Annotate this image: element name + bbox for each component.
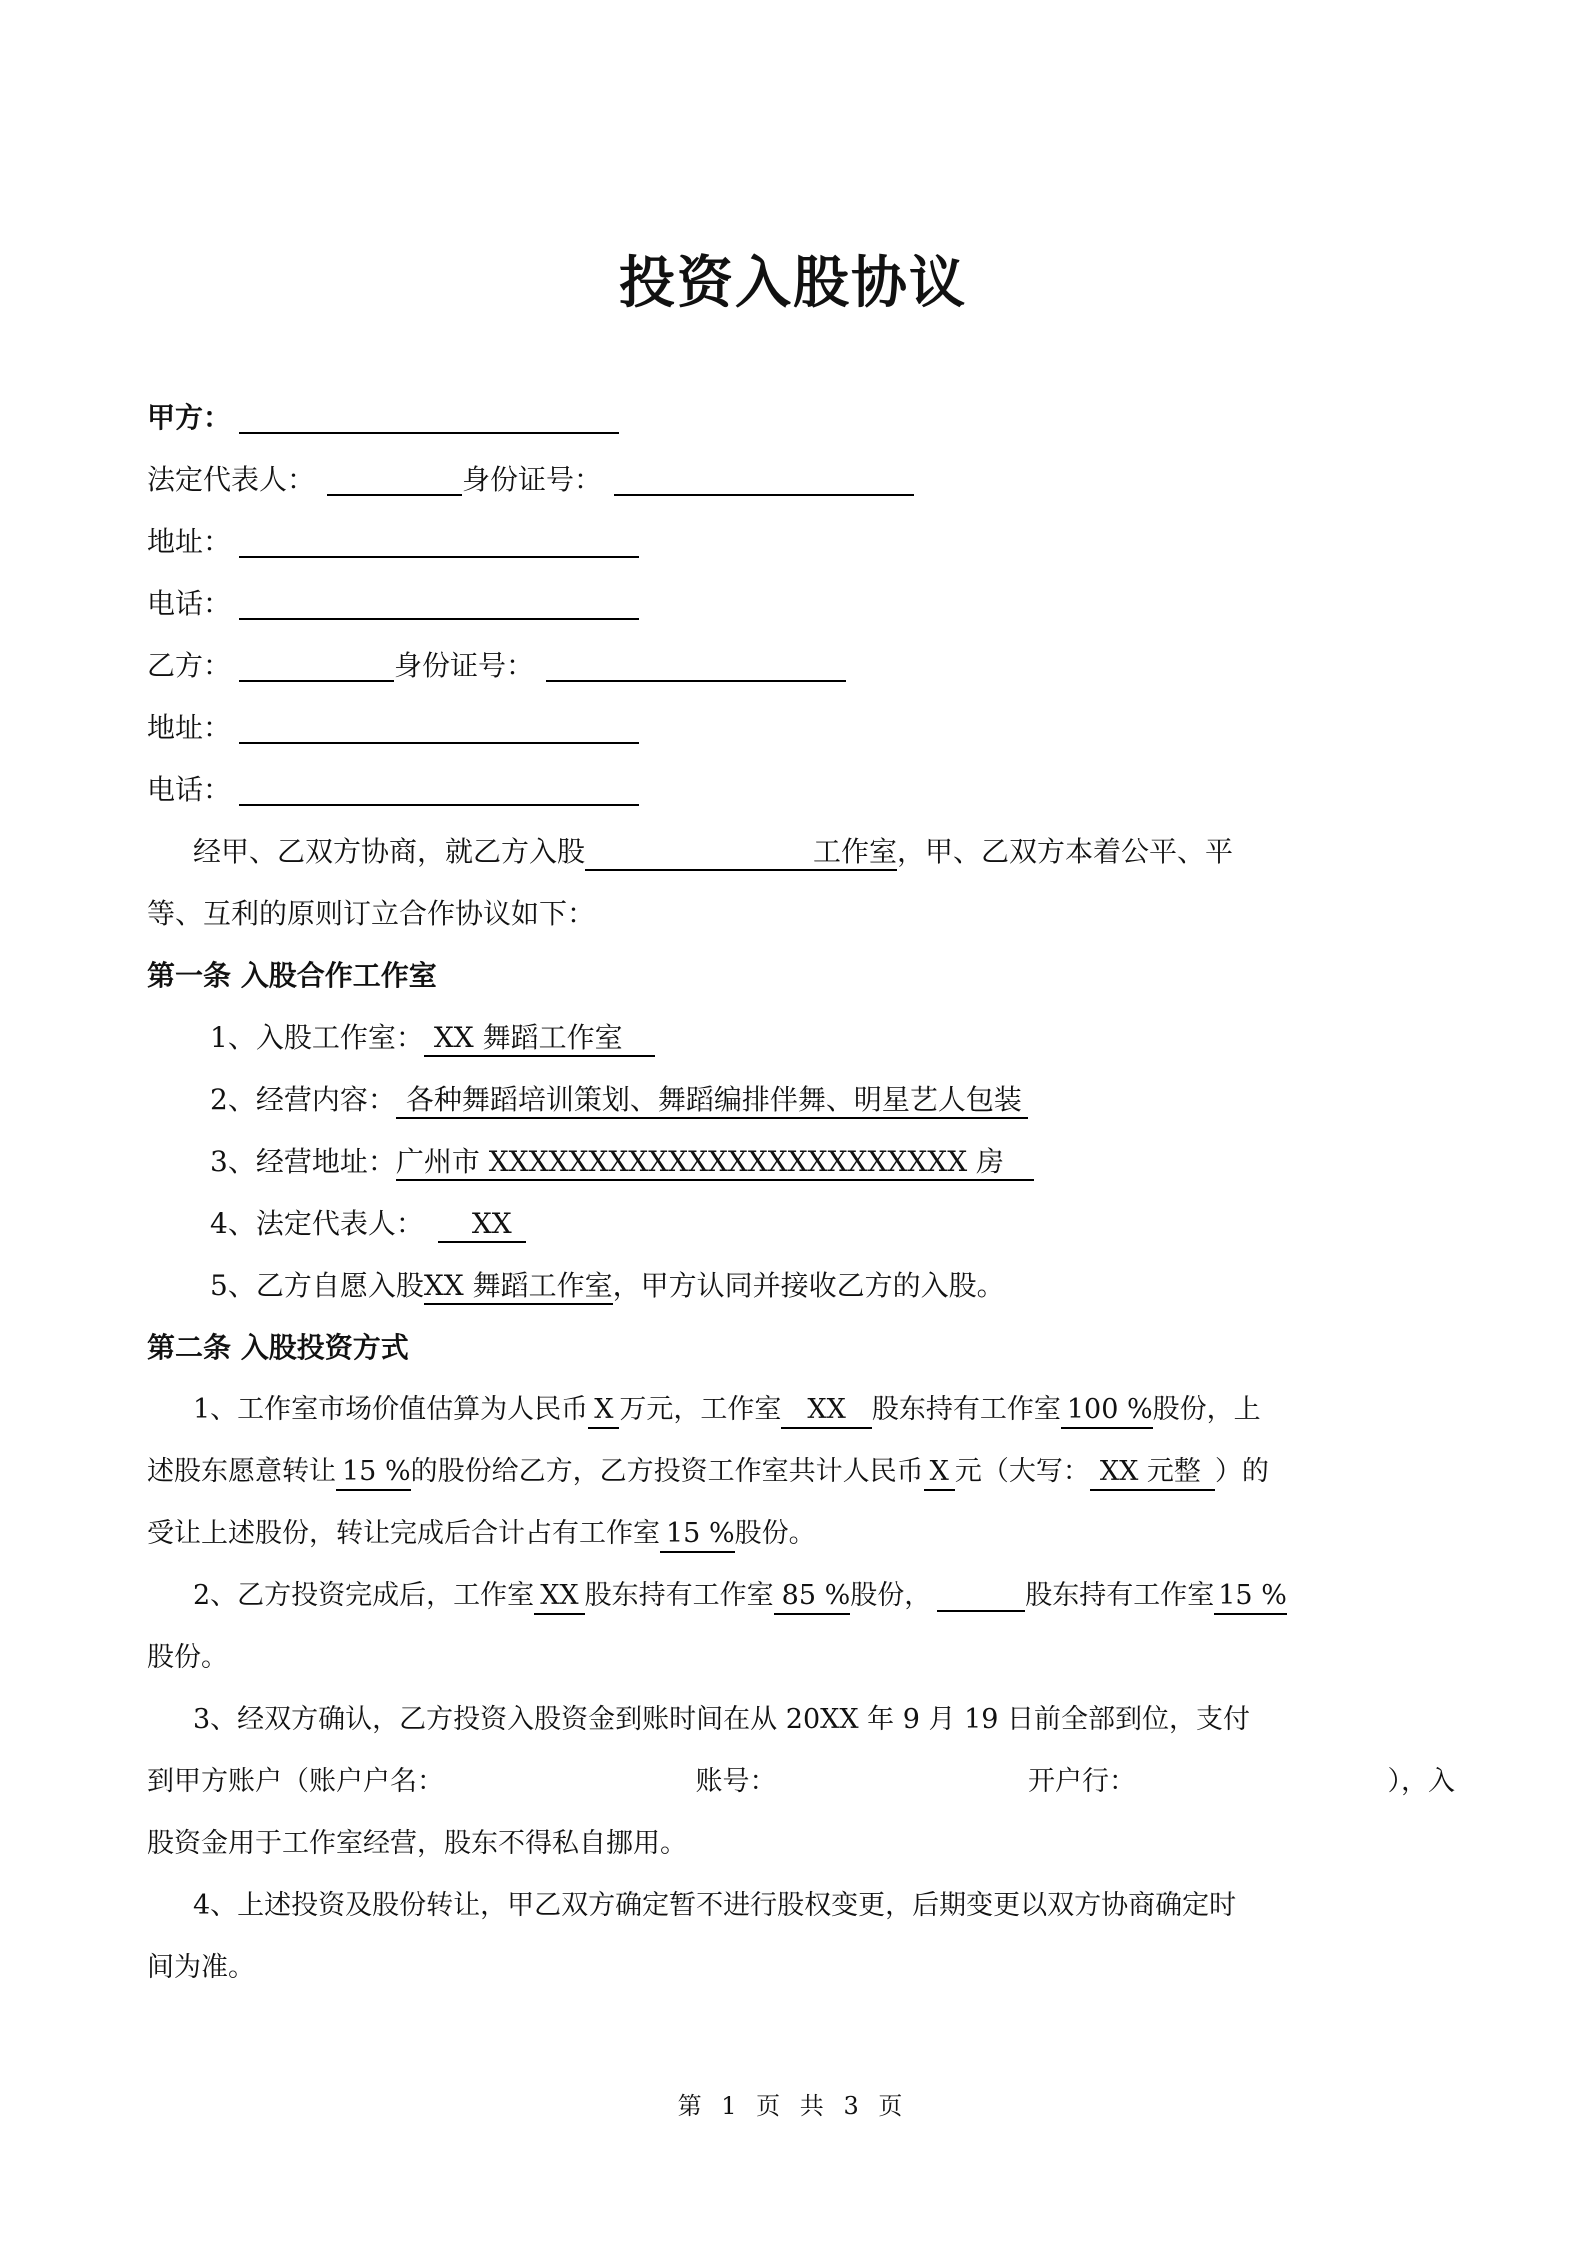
item-label: 4、法定代表人：: [210, 1207, 424, 1240]
text: ），入: [1387, 1766, 1455, 1797]
party-b-id-field[interactable]: [546, 650, 846, 682]
item-value[interactable]: XX: [438, 1207, 526, 1243]
text: 股东持有工作室: [584, 1580, 774, 1611]
article-1-item-2: [210, 1080, 1028, 1120]
amount-uppercase-field[interactable]: XX 元整: [1090, 1455, 1215, 1491]
intro-studio-field[interactable]: [585, 835, 897, 871]
investment-amount-field[interactable]: X: [924, 1455, 955, 1491]
party-a-phone-field[interactable]: [239, 588, 639, 620]
transfer-percent-field[interactable]: 15 %: [336, 1455, 411, 1491]
party-a-address-row: [147, 522, 639, 562]
clause-1-line-2: [147, 1452, 1269, 1492]
party-a-id-label: 身份证号：: [462, 463, 603, 496]
party-b-field[interactable]: [239, 650, 394, 682]
item-label: 2、经营内容：: [210, 1083, 396, 1116]
article-1-item-1: [210, 1018, 655, 1058]
item-value[interactable]: 广州市 XXXXXXXXXXXXXXXXXXXXXXXX 房: [396, 1145, 1034, 1181]
text: 2、乙方投资完成后，工作室: [193, 1580, 535, 1611]
shareholder-field[interactable]: XX: [534, 1579, 584, 1615]
party-a-rep-row: [147, 460, 914, 500]
held-percent-field[interactable]: 100 %: [1061, 1393, 1153, 1429]
account-number-label: 账号：: [695, 1766, 777, 1797]
party-a-row: [147, 398, 619, 438]
remaining-percent-field[interactable]: 85 %: [774, 1579, 851, 1615]
party-a-field[interactable]: [239, 402, 619, 434]
party-b-address-row: [147, 708, 639, 748]
party-a-phone-row: [147, 584, 639, 624]
party-a-id-field[interactable]: [614, 464, 914, 496]
bank-label: 开户行：: [1028, 1766, 1136, 1797]
intro-line-1: [193, 832, 1233, 872]
article-1-heading: 第一条 入股合作工作室: [147, 959, 437, 992]
party-b-phone-label: 电话：: [147, 773, 232, 806]
account-name-label: 到甲方账户（账户户名：: [147, 1766, 444, 1797]
party-b-phone-field[interactable]: [239, 774, 639, 806]
text: ）的: [1214, 1456, 1269, 1487]
intro-studio-suffix: 工作室: [813, 835, 898, 868]
party-b-phone-row: [147, 770, 639, 810]
market-value-field[interactable]: X: [588, 1393, 619, 1429]
text: 股份。: [734, 1518, 816, 1549]
text: 股份，: [850, 1580, 932, 1611]
article-1-item-4: [210, 1204, 526, 1244]
rep-label: 法定代表人：: [147, 463, 316, 496]
item-value[interactable]: XX 舞蹈工作室: [424, 1269, 613, 1305]
intro-line-2: 等、互利的原则订立合作协议如下：: [147, 897, 596, 930]
clause-2-line-1: [193, 1576, 1287, 1616]
page-footer: 第 1 页 共 3 页: [677, 2092, 909, 2120]
item-value[interactable]: XX 舞蹈工作室: [424, 1021, 655, 1057]
text: 股份，上: [1152, 1394, 1261, 1425]
text: 受让上述股份，转让完成后合计占有工作室: [147, 1518, 660, 1549]
clause-3-line-1: 3、经双方确认，乙方投资入股资金到账时间在从 20XX 年 9 月 19 日前全部到位，支付: [193, 1704, 1251, 1735]
party-a-phone-label: 电话：: [147, 587, 232, 620]
intro-text-2: ，甲、乙双方本着公平、平: [897, 835, 1234, 868]
party-b-address-field[interactable]: [239, 712, 639, 744]
item-value[interactable]: 各种舞蹈培训策划、舞蹈编排伴舞、明星艺人包装: [396, 1083, 1028, 1119]
document-title: 投资入股协议: [619, 250, 967, 316]
party-b-label: 乙方：: [147, 649, 232, 682]
text: 万元，工作室: [619, 1394, 782, 1425]
party-a-address-field[interactable]: [239, 526, 639, 558]
party-a-label: 甲方：: [147, 401, 232, 434]
new-shareholder-field[interactable]: [937, 1580, 1025, 1612]
text: 股东持有工作室: [871, 1394, 1061, 1425]
text: 股东持有工作室: [1025, 1580, 1215, 1611]
party-b-id-label: 身份证号：: [394, 649, 535, 682]
article-1-item-5: [210, 1266, 1005, 1306]
party-b-address-label: 地址：: [147, 711, 232, 744]
clause-4-line-1: 4、上述投资及股份转让，甲乙双方确定暂不进行股权变更，后期变更以双方协商确定时: [193, 1890, 1237, 1921]
final-percent-field[interactable]: 15 %: [660, 1517, 735, 1553]
party-a-address-label: 地址：: [147, 525, 232, 558]
text: 述股东愿意转让: [147, 1456, 336, 1487]
text: 元（大写：: [954, 1456, 1090, 1487]
clause-3-line-3: 股资金用于工作室经营，股东不得私自挪用。: [147, 1828, 687, 1859]
shareholder-field[interactable]: XX: [781, 1393, 871, 1429]
clause-2-line-2: 股份。: [147, 1642, 228, 1673]
party-b-row: [147, 646, 846, 686]
item-label: 5、乙方自愿入股: [210, 1269, 424, 1302]
article-1-item-3: [210, 1142, 1034, 1182]
clause-1-line-3: [147, 1514, 816, 1554]
new-percent-field[interactable]: 15 %: [1214, 1579, 1287, 1615]
rep-field[interactable]: [327, 464, 462, 496]
clause-3-line-2: [147, 1762, 1455, 1802]
article-2-heading: 第二条 入股投资方式: [147, 1331, 409, 1364]
clause-4-line-2: 间为准。: [147, 1952, 255, 1983]
item-suffix: ，甲方认同并接收乙方的入股。: [612, 1269, 1005, 1302]
text: 1、工作室市场价值估算为人民币: [193, 1394, 589, 1425]
text: 的股份给乙方，乙方投资工作室共计人民币: [410, 1456, 924, 1487]
clause-1-line-1: [193, 1390, 1261, 1430]
item-label: 3、经营地址：: [210, 1145, 396, 1178]
item-label: 1、入股工作室：: [210, 1021, 424, 1054]
intro-text-1: 经甲、乙双方协商，就乙方入股: [193, 835, 586, 868]
